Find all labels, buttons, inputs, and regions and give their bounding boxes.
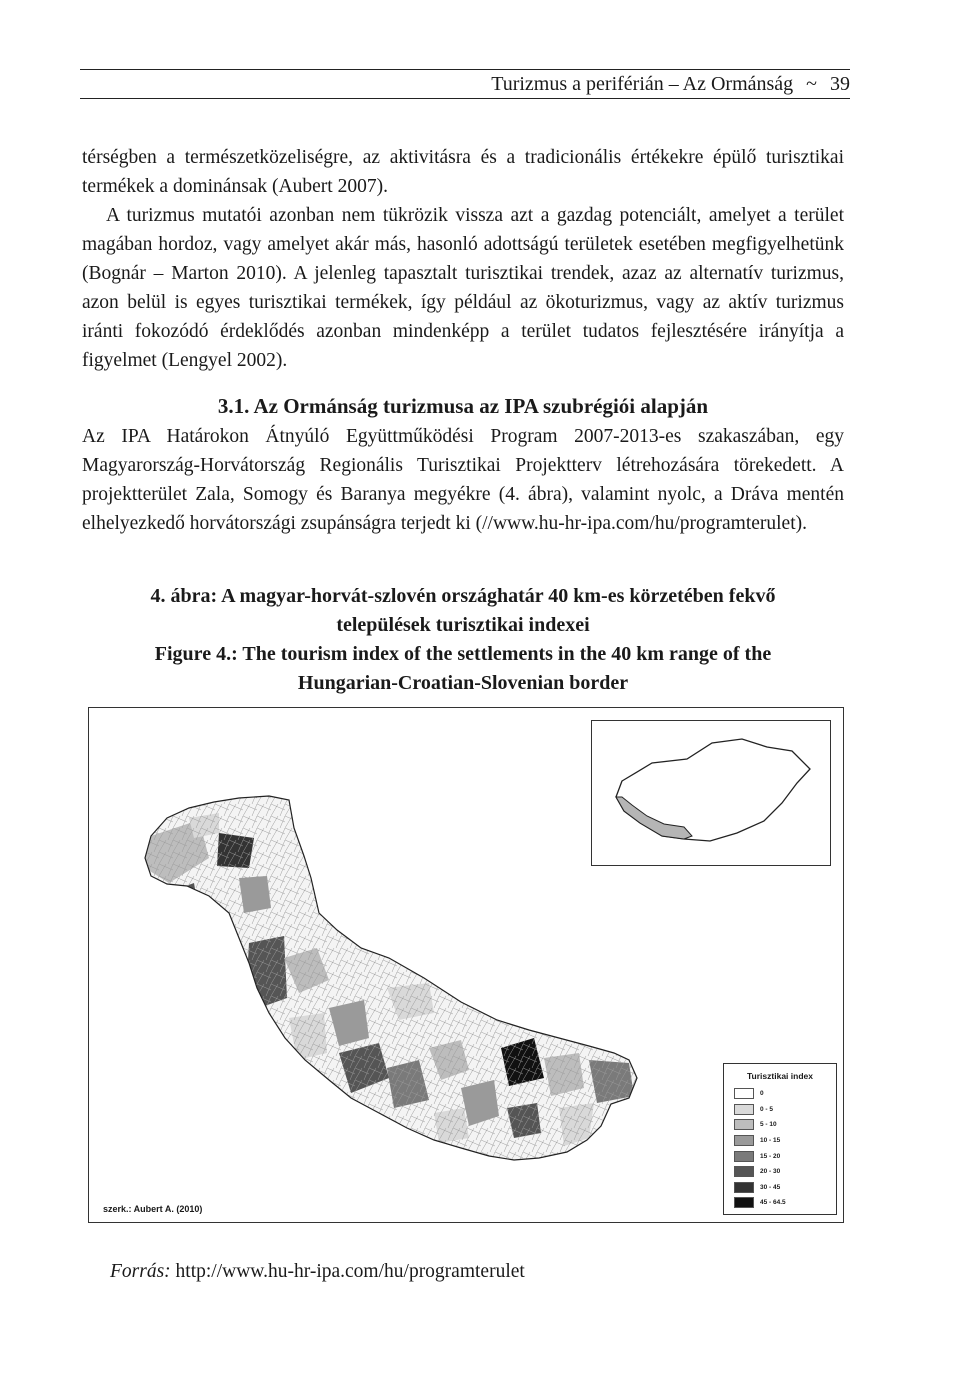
paragraph: térségben a természetközeliségre, az aktivitásra és a tradicionális értékekre épülő turisztikai termékek a dominánsak (Aubert 2007). [82, 147, 844, 197]
legend-swatch [734, 1119, 754, 1130]
legend-item [734, 1133, 786, 1149]
map-region [129, 788, 649, 1168]
figure-caption [82, 582, 844, 698]
paragraph: Az IPA Határokon Átnyúló Együttműködési Program 2007-2013-es szakaszában, egy Magyarország-Horvátország Regionális Turisztikai Projektterv létrehozására törekedett. A projektterület Zala, Somogy és Baranya megyékre (4. ábra), valamint nyolc, a Dráva mentén elhelyezkedő horvátországi zsupánságra terjedt ki (//www.hu-hr-ipa.com/hu/programterulet). [82, 426, 844, 534]
legend-item [734, 1086, 786, 1102]
section-text [82, 422, 844, 538]
legend-label: 0 - 5 [760, 1105, 774, 1113]
intro-text [82, 143, 844, 375]
legend-swatch [734, 1151, 754, 1162]
inset-svg [592, 721, 830, 865]
legend-swatch [734, 1182, 754, 1193]
legend-label: 15 - 20 [760, 1152, 781, 1160]
legend [723, 1063, 837, 1215]
legend-swatch [734, 1088, 754, 1099]
caption-hu-line: települések turisztikai indexei [336, 614, 590, 636]
caption-hu-line: 4. ábra: A magyar-horvát-szlovén országhatár 40 km-es körzetében fekvő [150, 585, 776, 607]
legend-label: 30 - 45 [760, 1183, 781, 1191]
source-label: Forrás: [110, 1261, 171, 1282]
source-url: http://www.hu-hr-ipa.com/hu/programterulet [175, 1261, 525, 1282]
page-number: 39 [830, 73, 850, 95]
legend-swatch [734, 1166, 754, 1177]
caption-en-line: Hungarian-Croatian-Slovenian border [297, 672, 629, 694]
legend-swatch [734, 1197, 754, 1208]
legend-title: Turisztikai index [747, 1071, 813, 1081]
legend-items [734, 1086, 786, 1211]
legend-label: 0 [760, 1090, 764, 1098]
legend-swatch [734, 1104, 754, 1115]
legend-label: 10 - 15 [760, 1137, 781, 1145]
legend-label: 20 - 30 [760, 1168, 781, 1176]
legend-item [734, 1180, 786, 1196]
legend-swatch [734, 1135, 754, 1146]
header-separator: ~ [806, 73, 817, 95]
source-line [110, 1258, 525, 1286]
legend-label: 5 - 10 [760, 1121, 777, 1129]
legend-label: 45 - 64.5 [760, 1199, 786, 1207]
section-heading: 3.1. Az Ormánság turizmusa az IPA szubrégiói alapján [217, 394, 709, 418]
legend-item [734, 1164, 786, 1180]
running-header [80, 69, 850, 99]
paragraph: A turizmus mutatói azonban nem tükrözik vissza azt a gazdag potenciált, amelyet a terület magában hordoz, vagy amelyet akár más, hasonló adottságú területek esetében megfigyelhetünk (Bognár – Marton 2010). A jelenleg tapasztalt turisztikai trendek, azaz az alternatív turizmus, azon belül is egyes turisztikai termékek, így például az ökoturizmus, vagy az aktív turizmus iránti fokozódó érdeklődés azonban mindenképp a terület tudatos fejlesztésére irányítja a figyelmet (Lengyel 2002). [82, 205, 844, 371]
legend-item [734, 1195, 786, 1211]
legend-item [734, 1117, 786, 1133]
header-title: Turizmus a periférián – Az Ormánság [491, 73, 794, 95]
caption-en-line: Figure 4.: The tourism index of the settlements in the 40 km range of the [154, 643, 772, 665]
legend-item [734, 1148, 786, 1164]
map-credit: szerk.: Aubert A. (2010) [103, 1204, 203, 1214]
hungary-inset-map [591, 720, 831, 866]
legend-item [734, 1102, 786, 1118]
map-figure [88, 707, 844, 1223]
